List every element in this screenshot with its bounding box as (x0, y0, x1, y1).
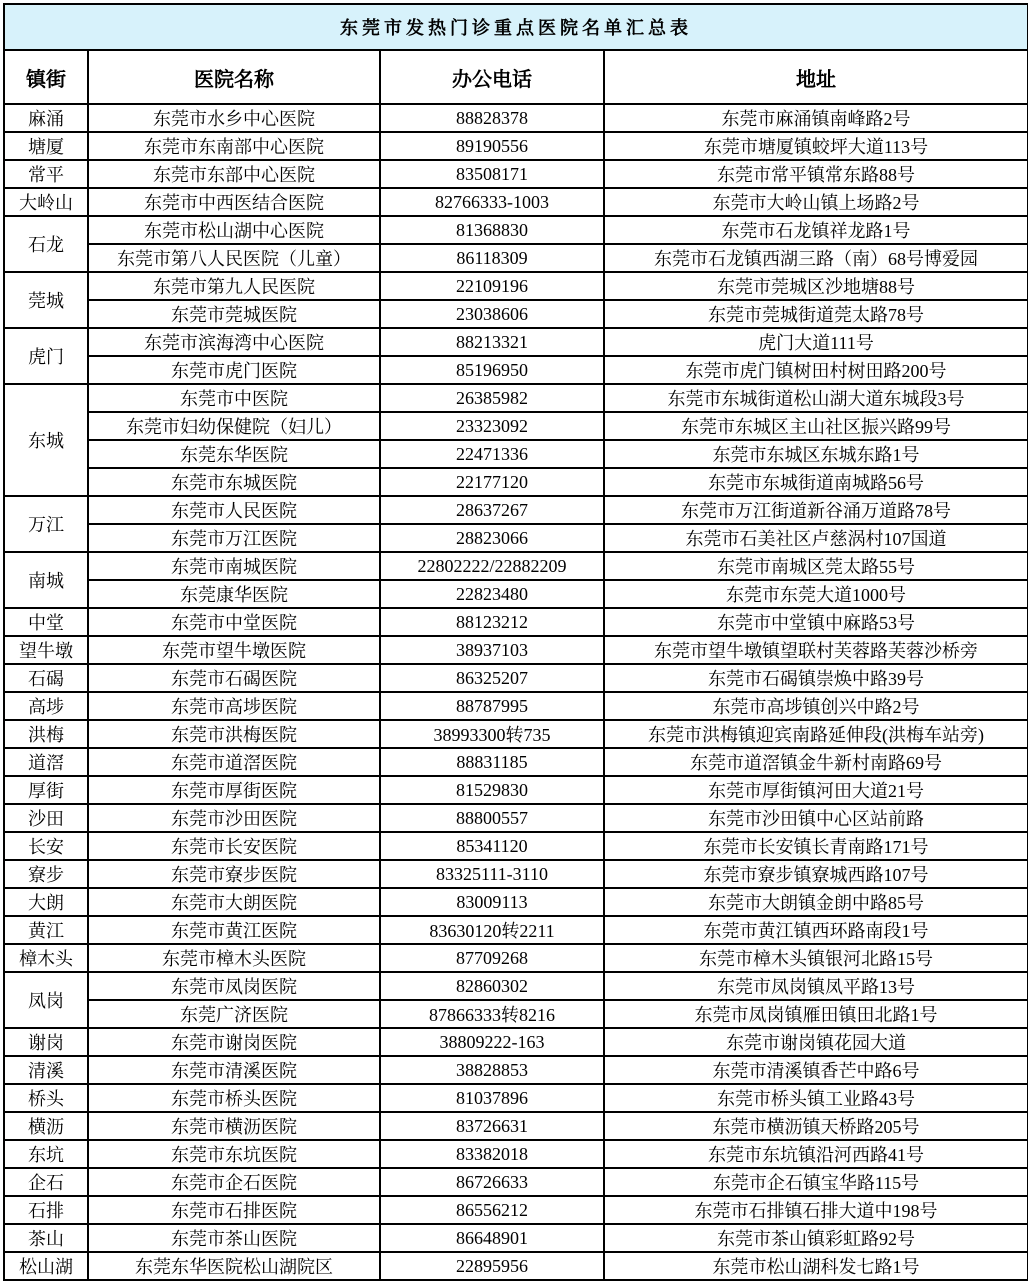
phone-cell: 28637267 (380, 496, 604, 524)
town-cell: 常平 (4, 160, 88, 188)
address-cell: 东莞市大朗镇金朗中路85号 (604, 888, 1028, 916)
hospital-cell: 东莞市樟木头医院 (88, 944, 380, 972)
phone-cell: 38993300转735 (380, 720, 604, 748)
address-cell: 东莞市东城区主山社区振兴路99号 (604, 412, 1028, 440)
town-cell: 大朗 (4, 888, 88, 916)
hospital-cell: 东莞市人民医院 (88, 496, 380, 524)
table-row (4, 1056, 1028, 1084)
hospital-cell: 东莞市虎门医院 (88, 356, 380, 384)
table-row (4, 1112, 1028, 1140)
table-row (4, 468, 1028, 496)
address-cell: 东莞市中堂镇中麻路53号 (604, 608, 1028, 636)
town-cell: 桥头 (4, 1084, 88, 1112)
address-cell: 东莞市谢岗镇花园大道 (604, 1028, 1028, 1056)
hospital-cell: 东莞市中堂医院 (88, 608, 380, 636)
address-cell: 东莞市东坑镇沿河西路41号 (604, 1140, 1028, 1168)
hospital-cell: 东莞市滨海湾中心医院 (88, 328, 380, 356)
phone-cell: 23038606 (380, 300, 604, 328)
phone-cell: 81529830 (380, 776, 604, 804)
town-cell: 中堂 (4, 608, 88, 636)
town-cell: 石排 (4, 1196, 88, 1224)
phone-cell: 22109196 (380, 272, 604, 300)
phone-cell: 87866333转8216 (380, 1000, 604, 1028)
town-cell: 沙田 (4, 804, 88, 832)
hospital-cell: 东莞市松山湖中心医院 (88, 216, 380, 244)
address-cell: 东莞市横沥镇天桥路205号 (604, 1112, 1028, 1140)
town-cell: 松山湖 (4, 1252, 88, 1280)
address-cell: 东莞市长安镇长青南路171号 (604, 832, 1028, 860)
town-cell: 清溪 (4, 1056, 88, 1084)
phone-cell: 38828853 (380, 1056, 604, 1084)
table-row (4, 216, 1028, 244)
hospital-cell: 东莞市东城医院 (88, 468, 380, 496)
town-cell: 道滘 (4, 748, 88, 776)
table-row (4, 972, 1028, 1000)
address-cell: 东莞市沙田镇中心区站前路 (604, 804, 1028, 832)
town-cell: 东城 (4, 384, 88, 496)
hospital-cell: 东莞市南城医院 (88, 552, 380, 580)
address-cell: 东莞市松山湖科发七路1号 (604, 1252, 1028, 1280)
phone-cell: 83325111-3110 (380, 860, 604, 888)
hospital-cell: 东莞市黄江医院 (88, 916, 380, 944)
town-cell: 东坑 (4, 1140, 88, 1168)
address-cell: 东莞市石美社区卢慈涡村107国道 (604, 524, 1028, 552)
column-header-hospital: 医院名称 (88, 50, 380, 104)
phone-cell: 86118309 (380, 244, 604, 272)
address-cell: 东莞市东城街道松山湖大道东城段3号 (604, 384, 1028, 412)
town-cell: 高埗 (4, 692, 88, 720)
hospital-cell: 东莞市莞城医院 (88, 300, 380, 328)
address-cell: 东莞市厚街镇河田大道21号 (604, 776, 1028, 804)
table-row (4, 832, 1028, 860)
phone-cell: 83726631 (380, 1112, 604, 1140)
hospital-cell: 东莞市大朗医院 (88, 888, 380, 916)
table-row (4, 944, 1028, 972)
phone-cell: 85196950 (380, 356, 604, 384)
address-cell: 东莞市石碣镇崇焕中路39号 (604, 664, 1028, 692)
hospital-cell: 东莞市清溪医院 (88, 1056, 380, 1084)
hospital-cell: 东莞市第九人民医院 (88, 272, 380, 300)
phone-cell: 81368830 (380, 216, 604, 244)
table-row (4, 132, 1028, 160)
phone-cell: 38937103 (380, 636, 604, 664)
hospital-cell: 东莞市望牛墩医院 (88, 636, 380, 664)
phone-cell: 82860302 (380, 972, 604, 1000)
hospital-cell: 东莞市洪梅医院 (88, 720, 380, 748)
phone-cell: 86556212 (380, 1196, 604, 1224)
address-cell: 东莞市石龙镇祥龙路1号 (604, 216, 1028, 244)
town-cell: 寮步 (4, 860, 88, 888)
table-row (4, 188, 1028, 216)
column-header-row (4, 50, 1028, 104)
town-cell: 长安 (4, 832, 88, 860)
hospital-cell: 东莞康华医院 (88, 580, 380, 608)
table-row (4, 860, 1028, 888)
table-row (4, 664, 1028, 692)
address-cell: 虎门大道111号 (604, 328, 1028, 356)
hospital-cell: 东莞市茶山医院 (88, 1224, 380, 1252)
address-cell: 东莞市东莞大道1000号 (604, 580, 1028, 608)
address-cell: 东莞市东城街道南城路56号 (604, 468, 1028, 496)
town-cell: 南城 (4, 552, 88, 608)
table-row (4, 1224, 1028, 1252)
town-cell: 麻涌 (4, 104, 88, 132)
town-cell: 厚街 (4, 776, 88, 804)
hospital-cell: 东莞市谢岗医院 (88, 1028, 380, 1056)
hospital-cell: 东莞东华医院松山湖院区 (88, 1252, 380, 1280)
title-row (4, 4, 1028, 50)
town-cell: 塘厦 (4, 132, 88, 160)
town-cell: 万江 (4, 496, 88, 552)
phone-cell: 22823480 (380, 580, 604, 608)
table-row (4, 608, 1028, 636)
hospital-cell: 东莞市寮步医院 (88, 860, 380, 888)
phone-cell: 88787995 (380, 692, 604, 720)
town-cell: 横沥 (4, 1112, 88, 1140)
hospital-cell: 东莞东华医院 (88, 440, 380, 468)
phone-cell: 83508171 (380, 160, 604, 188)
address-cell: 东莞市桥头镇工业路43号 (604, 1084, 1028, 1112)
table-row (4, 804, 1028, 832)
address-cell: 东莞市石龙镇西湖三路（南）68号博爱园 (604, 244, 1028, 272)
table-row (4, 328, 1028, 356)
hospital-cell: 东莞市道滘医院 (88, 748, 380, 776)
town-cell: 茶山 (4, 1224, 88, 1252)
table-row (4, 244, 1028, 272)
address-cell: 东莞市黄江镇西环路南段1号 (604, 916, 1028, 944)
address-cell: 东莞市麻涌镇南峰路2号 (604, 104, 1028, 132)
hospital-cell: 东莞市凤岗医院 (88, 972, 380, 1000)
phone-cell: 88828378 (380, 104, 604, 132)
phone-cell: 28823066 (380, 524, 604, 552)
table-row (4, 440, 1028, 468)
table-row (4, 916, 1028, 944)
address-cell: 东莞市寮步镇寮城西路107号 (604, 860, 1028, 888)
hospital-cell: 东莞市桥头医院 (88, 1084, 380, 1112)
table-row (4, 748, 1028, 776)
table-row (4, 1000, 1028, 1028)
phone-cell: 86325207 (380, 664, 604, 692)
page-title: 东莞市发热门诊重点医院名单汇总表 (4, 4, 1028, 50)
town-cell: 谢岗 (4, 1028, 88, 1056)
address-cell: 东莞市莞城街道莞太路78号 (604, 300, 1028, 328)
hospital-cell: 东莞市东南部中心医院 (88, 132, 380, 160)
town-cell: 洪梅 (4, 720, 88, 748)
phone-cell: 81037896 (380, 1084, 604, 1112)
hospital-cell: 东莞市厚街医院 (88, 776, 380, 804)
hospital-cell: 东莞市水乡中心医院 (88, 104, 380, 132)
table-row (4, 888, 1028, 916)
address-cell: 东莞市常平镇常东路88号 (604, 160, 1028, 188)
address-cell: 东莞市茶山镇彩虹路92号 (604, 1224, 1028, 1252)
address-cell: 东莞市道滘镇金牛新村南路69号 (604, 748, 1028, 776)
address-cell: 东莞市望牛墩镇望联村芙蓉路芙蓉沙桥旁 (604, 636, 1028, 664)
address-cell: 东莞市凤岗镇凤平路13号 (604, 972, 1028, 1000)
address-cell: 东莞市石排镇石排大道中198号 (604, 1196, 1028, 1224)
table-row (4, 1028, 1028, 1056)
hospital-cell: 东莞市石碣医院 (88, 664, 380, 692)
address-cell: 东莞市樟木头镇银河北路15号 (604, 944, 1028, 972)
table-row (4, 496, 1028, 524)
address-cell: 东莞市虎门镇树田村树田路200号 (604, 356, 1028, 384)
phone-cell: 88213321 (380, 328, 604, 356)
table-row (4, 1252, 1028, 1280)
town-cell: 虎门 (4, 328, 88, 384)
hospital-cell: 东莞市石排医院 (88, 1196, 380, 1224)
hospital-cell: 东莞广济医院 (88, 1000, 380, 1028)
phone-cell: 86726633 (380, 1168, 604, 1196)
table-row (4, 1140, 1028, 1168)
town-cell: 企石 (4, 1168, 88, 1196)
town-cell: 石碣 (4, 664, 88, 692)
address-cell: 东莞市莞城区沙地塘88号 (604, 272, 1028, 300)
hospital-table (3, 3, 1028, 1281)
table-row (4, 1196, 1028, 1224)
phone-cell: 22177120 (380, 468, 604, 496)
table-row (4, 356, 1028, 384)
hospital-cell: 东莞市万江医院 (88, 524, 380, 552)
town-cell: 大岭山 (4, 188, 88, 216)
address-cell: 东莞市企石镇宝华路115号 (604, 1168, 1028, 1196)
address-cell: 东莞市南城区莞太路55号 (604, 552, 1028, 580)
address-cell: 东莞市洪梅镇迎宾南路延伸段(洪梅车站旁) (604, 720, 1028, 748)
address-cell: 东莞市万江街道新谷涌万道路78号 (604, 496, 1028, 524)
address-cell: 东莞市高埗镇创兴中路2号 (604, 692, 1028, 720)
address-cell: 东莞市清溪镇香芒中路6号 (604, 1056, 1028, 1084)
address-cell: 东莞市东城区东城东路1号 (604, 440, 1028, 468)
phone-cell: 82766333-1003 (380, 188, 604, 216)
phone-cell: 23323092 (380, 412, 604, 440)
phone-cell: 26385982 (380, 384, 604, 412)
phone-cell: 83630120转2211 (380, 916, 604, 944)
table-row (4, 412, 1028, 440)
table-row (4, 104, 1028, 132)
hospital-table-body (4, 104, 1028, 1280)
table-row (4, 636, 1028, 664)
hospital-cell: 东莞市高埗医院 (88, 692, 380, 720)
phone-cell: 88800557 (380, 804, 604, 832)
phone-cell: 22802222/22882209 (380, 552, 604, 580)
town-cell: 凤岗 (4, 972, 88, 1028)
hospital-cell: 东莞市长安医院 (88, 832, 380, 860)
table-row (4, 160, 1028, 188)
town-cell: 莞城 (4, 272, 88, 328)
table-row (4, 692, 1028, 720)
phone-cell: 89190556 (380, 132, 604, 160)
hospital-cell: 东莞市企石医院 (88, 1168, 380, 1196)
hospital-cell: 东莞市妇幼保健院（妇儿） (88, 412, 380, 440)
address-cell: 东莞市凤岗镇雁田镇田北路1号 (604, 1000, 1028, 1028)
phone-cell: 88123212 (380, 608, 604, 636)
table-row (4, 300, 1028, 328)
hospital-cell: 东莞市中西医结合医院 (88, 188, 380, 216)
town-cell: 黄江 (4, 916, 88, 944)
phone-cell: 87709268 (380, 944, 604, 972)
town-cell: 樟木头 (4, 944, 88, 972)
phone-cell: 83009113 (380, 888, 604, 916)
table-row (4, 720, 1028, 748)
table-row (4, 776, 1028, 804)
hospital-cell: 东莞市中医院 (88, 384, 380, 412)
phone-cell: 38809222-163 (380, 1028, 604, 1056)
hospital-cell: 东莞市第八人民医院（儿童） (88, 244, 380, 272)
phone-cell: 83382018 (380, 1140, 604, 1168)
table-row (4, 272, 1028, 300)
address-cell: 东莞市大岭山镇上场路2号 (604, 188, 1028, 216)
table-row (4, 1084, 1028, 1112)
column-header-town: 镇街 (4, 50, 88, 104)
table-row (4, 1168, 1028, 1196)
hospital-cell: 东莞市沙田医院 (88, 804, 380, 832)
column-header-phone: 办公电话 (380, 50, 604, 104)
town-cell: 望牛墩 (4, 636, 88, 664)
table-row (4, 384, 1028, 412)
table-row (4, 552, 1028, 580)
hospital-cell: 东莞市东部中心医院 (88, 160, 380, 188)
address-cell: 东莞市塘厦镇蛟坪大道113号 (604, 132, 1028, 160)
phone-cell: 85341120 (380, 832, 604, 860)
phone-cell: 88831185 (380, 748, 604, 776)
column-header-address: 地址 (604, 50, 1028, 104)
phone-cell: 86648901 (380, 1224, 604, 1252)
phone-cell: 22895956 (380, 1252, 604, 1280)
table-row (4, 524, 1028, 552)
table-row (4, 580, 1028, 608)
hospital-cell: 东莞市横沥医院 (88, 1112, 380, 1140)
phone-cell: 22471336 (380, 440, 604, 468)
town-cell: 石龙 (4, 216, 88, 272)
hospital-cell: 东莞市东坑医院 (88, 1140, 380, 1168)
